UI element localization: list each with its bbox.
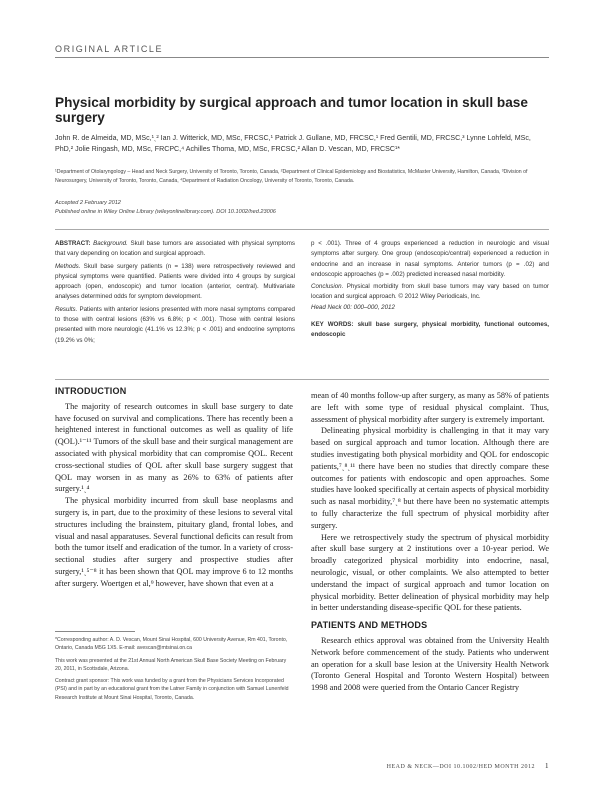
methods-heading: PATIENTS AND METHODS xyxy=(311,620,428,631)
abstract-left-column xyxy=(55,239,295,346)
keywords-label: KEY WORDS: xyxy=(311,321,354,329)
section-label: ORIGINAL ARTICLE xyxy=(55,44,164,54)
results-text: Patients with anterior lesions presented with more nasal symptoms compared to those with central lesions (63% vs 6.8%; p < .001). Those with central lesions presented with more neurologic (41.1% vs 12.3%; p < .001) and endocrine symptoms (19.2% vs 0%; xyxy=(55,305,295,344)
conclusion-text: Physical morbidity from skull base tumors may vary based on tumor location and surgical approach. © 2012 Wiley Periodicals, Inc. xyxy=(311,283,549,301)
header-rule xyxy=(55,57,549,58)
methods-paragraph-1: Research ethics approval was obtained from the University Health Network before commencement of the study. Patients who underwent an operation for a skull base lesion at the University Health Network (Toronto General Hospital and Toronto Western Hospital) between 1998 and 2008 were queried from the Ontario Cancer Registry xyxy=(311,635,549,693)
intro-paragraph-4: Here we retrospectively study the spectrum of physical morbidity after skull base surgery at 2 institutions over a 10-year period. We broadly categorized physical morbidity into endocrine, nasal, neurologic, visual, or other complaints. We also attempted to better understand the impact of surgical approach and tumor location on physical morbidity. Better delineation of physical morbidity may help in better understanding disease-specific QOL for these patients. xyxy=(311,532,549,613)
grant-note: Contract grant sponsor: This work was funded by a grant from the Physicians Services Incorporated (PSI) and in part by an educational grant from the Latner Family in conjunction with Samuel Lunenfeld Research Institute at Mount Sinai Hospital, Toronto, Canada. xyxy=(55,678,289,701)
abstract-results xyxy=(55,305,295,346)
intro-heading: INTRODUCTION xyxy=(55,386,127,396)
abstract-results-cont: p < .001). Three of 4 groups experienced a reduction in neurologic and visual symptoms after surgery. One group (endoscopic/central) experienced a reduction in endocrine and an increase in nasal symptoms. Anterior tumors (p = .02) and endoscopic approaches (p = .002) predicted increased nasal morbidity. xyxy=(311,240,549,278)
body-right-column xyxy=(311,390,549,694)
methods-label: Methods. xyxy=(55,262,81,270)
published-online: Published online in Wiley Online Library (wileyonlinelibrary.com). DOI 10.1002/hed.23006 xyxy=(55,209,276,215)
abstract-top-rule xyxy=(55,229,549,230)
intro-paragraph-2-cont: mean of 40 months follow-up after surgery, as many as 58% of patients are left with some type of residual physical complaint. Thus, assessment of physical morbidity after surgery is extremely important. xyxy=(311,391,549,424)
keywords-text: skull base surgery, physical morbidity, functional outcomes, endoscopic xyxy=(311,321,549,339)
intro-paragraph-3: Delineating physical morbidity is challenging in that it may vary based on surgical approach and tumor location. Although there are studies investigating both physical morbidity and QOL for endoscopic patients,⁷ˎ⁸ˎ¹¹ there have been no studies that directly compare these outcomes for patients with endoscopic and open approaches. Some studies have looked specifically at certain aspects of physical morbidity such as nasal morbidity,⁷ˎ⁸ but there have been no systematic attempts to fully characterize the full spectrum of physical morbidity after surgery. xyxy=(311,426,550,530)
footnotes xyxy=(55,636,293,706)
author-list: John R. de Almeida, MD, MSc,¹ˎ² Ian J. Witterick, MD, MSc, FRCSC,¹ Patrick J. Gullane, MD, FRCSC,¹ Fred Gentili, MD, FRCSC,³ Lynne Lohfeld, MSc, PhD,² Jolie Ringash, MD, MSc, FRCPC,⁴ Achilles Thoma, MD, MSc, FRCSC,² Allan D. Vescan, MD, FRCSC¹* xyxy=(55,134,531,153)
journal-running-foot: HEAD & NECK—DOI 10.1002/HED MONTH 2012 xyxy=(386,764,535,770)
intro-paragraph-2: The physical morbidity incurred from skull base neoplasms and surgery is, in part, due to the proximity of these lesions to several vital structures including the brainstem, pituitary gland, frontal lobes, and visual and nasal apparatuses. Several functional deficits can result from both the tumor itself and eradication of the tumor. In a variety of cross-sectional studies after surgery and prospective studies after surgery,¹ˎ⁵⁻⁸ it has been shown that QOL may improve 6 to 12 months after surgery. Woertgen et al,⁹ however, have shown that even at a xyxy=(55,496,293,588)
footnote-rule xyxy=(55,631,135,632)
background-text: Skull base tumors are associated with physical symptoms that vary depending on location and surgical approach. xyxy=(55,240,295,258)
journal-citation: Head Neck 00: 000–000, 2012 xyxy=(311,303,395,311)
intro-paragraph-1: The majority of research outcomes in skull base surgery to date have focused on survival and complications. There has recently been a heightened interest in functional outcomes as well as quality of life (QOL).¹⁻¹¹ Tumors of the skull base and their surgical management are associated with physical morbidity that can compromise QOL. Recent cross-sectional studies of QOL after skull base surgery suggest that QOL may worsen in as many as 26% to 63% of patients after surgery.¹ˎ⁴ xyxy=(55,401,293,494)
accepted-date: Accepted 2 February 2012 xyxy=(55,200,121,206)
keywords xyxy=(311,320,549,341)
background-label: Background. xyxy=(93,240,128,247)
body-left-column xyxy=(55,386,293,590)
abstract-methods xyxy=(55,262,295,303)
presentation-note: This work was presented at the 21st Annual North American Skull Base Society Meeting on February 20, 2011, in Scottsdale, Arizona. xyxy=(55,657,287,672)
article-title: Physical morbidity by surgical approach and tumor location in skull base surgery xyxy=(55,95,528,125)
abstract-right-column xyxy=(311,239,549,341)
methods-text: Skull base surgery patients (n = 138) were retrospectively reviewed and physical symptoms were quantified. Patients were divided into 4 groups by surgical approach (open, endoscopic) and tumor location (anterior, central). Multivariate analyses determined odds for symptom development. xyxy=(55,262,295,301)
abstract-bottom-rule xyxy=(55,379,549,380)
corresponding-author: *Corresponding author: A. D. Vescan, Mount Sinai Hospital, 600 University Avenue, Rm 401, Toronto, Ontario, Canada M5G 1X5. E-mail: avescan@mtsinai.on.ca xyxy=(55,637,288,652)
abstract-background xyxy=(55,239,295,260)
publication-dates xyxy=(55,199,549,217)
page-footer xyxy=(370,762,549,770)
abstract-conclusion xyxy=(311,282,549,303)
affiliations: ¹Department of Otolaryngology – Head and Neck Surgery, University of Toronto, Toronto, Canada, ²Department of Clinical Epidemiology and Biostatistics, McMaster University, Hamilton, Canada, ³Division of Neurosurgery, University of Toronto, Toronto, Canada, ⁴Department of Radiation Oncology, University of Toronto, Toronto, Canada. xyxy=(55,169,528,184)
conclusion-label: Conclusion. xyxy=(311,283,344,291)
results-label: Results. xyxy=(55,305,78,313)
abstract-label: ABSTRACT: xyxy=(55,240,91,247)
page-number: 1 xyxy=(545,762,549,770)
